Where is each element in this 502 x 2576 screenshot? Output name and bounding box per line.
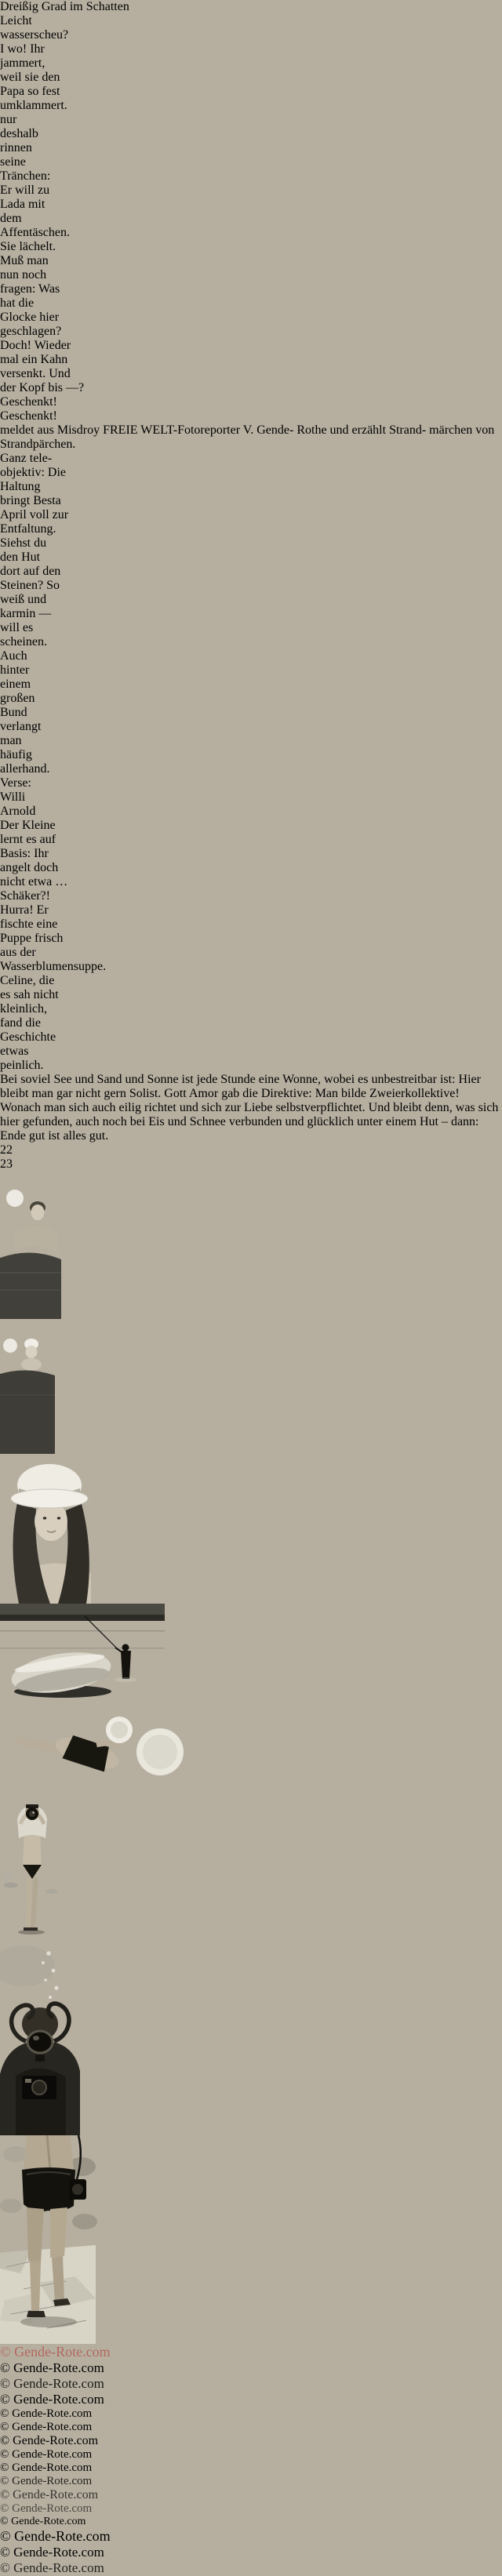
watermark: © Gende-Rote.com xyxy=(0,2560,104,2575)
watermark: © Gende-Rote.com xyxy=(0,2421,93,2433)
watermark: © Gende-Rote.com xyxy=(0,2462,93,2474)
caption-tele-photographer: Ganz tele-objektiv: Die Haltung bringt Besta April voll zur Entfaltung. xyxy=(0,452,69,536)
watermark: © Gende-Rote.com xyxy=(0,2502,93,2515)
photo-walker-with-camera xyxy=(0,2135,96,2344)
photo-woman-with-ball xyxy=(0,1172,61,1319)
photo-credit: Verse: Willi Arnold xyxy=(0,776,36,818)
watermark: © Gende-Rote.com xyxy=(0,2376,104,2391)
photo-diver-art xyxy=(0,1942,80,2135)
watermark: © Gende-Rote.com xyxy=(0,2545,104,2560)
caption-woman-ball: Leicht wasserscheu? I wo! Ihr jammert, weil sie den Papa so fest umklammert. xyxy=(0,14,69,112)
watermark: © Gende-Rote.com xyxy=(0,2448,93,2461)
photo-walker-art xyxy=(0,2135,96,2344)
watermark: © Gende-Rote.com xyxy=(0,2434,99,2447)
caption-beach-story: Celine, die es sah nicht kleinlich, fand die Geschichte etwas peinlich. xyxy=(0,974,59,1072)
photo-boy-in-water-art xyxy=(0,1319,55,1454)
watermark: © Gende-Rote.com xyxy=(0,2407,93,2420)
photo-woman-with-ball-art xyxy=(0,1172,61,1319)
page-number-left: 22 xyxy=(0,1143,13,1157)
photo-girl-with-hat xyxy=(0,1454,112,1604)
caption-boy-water: nur deshalb rinnen seine Tränchen: Er will zu Lada mit dem Affentäschen. xyxy=(0,113,70,239)
caption-big-friend: Auch hinter einem großen Bund verlangt man häufig allerhand. xyxy=(0,649,50,776)
caption-sunk-boat: Doch! Wieder mal ein Kahn versenkt. Und der Kopf bis —? Geschenkt! Geschenkt! xyxy=(0,339,85,423)
page-title: Dreißig Grad im Schatten xyxy=(0,0,129,13)
watermark: © Gende-Rote.com xyxy=(0,2344,111,2360)
intro-paragraph: meldet aus Misdroy FREIE WELT-Fotoreporter V. Gende- Rothe und erzählt Strand- märchen von Strandpärchen. xyxy=(0,423,495,451)
photo-girl-with-hat-art xyxy=(0,1454,112,1604)
caption-little-angler: Der Kleine lernt es auf Basis: Ihr angelt doch nicht etwa … Schäker?! xyxy=(0,819,68,903)
page-number-badge: 23 xyxy=(0,1157,13,1171)
photo-woman-with-camera xyxy=(0,1793,64,1942)
photo-diver-with-camera xyxy=(0,1942,80,2135)
caption-hat-on-stones: Siehst du den Hut dort auf den Steinen? So weiß und karmin — will es scheinen. xyxy=(0,536,61,649)
watermark: © Gende-Rote.com xyxy=(0,2516,86,2527)
diving-mask xyxy=(27,2031,53,2053)
angler-figure xyxy=(121,1651,131,1679)
white-ball xyxy=(6,1190,24,1207)
photo-sunbather-on-pebbles xyxy=(0,1706,169,1793)
watermark: © Gende-Rote.com xyxy=(0,2475,93,2487)
caption-girl-smile: Sie lächelt. Muß man nun noch fragen: Was hat die Glocke hier geschlagen? xyxy=(0,240,62,338)
white-ball xyxy=(3,1339,17,1353)
sunbather-figure xyxy=(13,1714,123,1776)
watermark: © Gende-Rote.com xyxy=(0,2488,99,2502)
watermark: © Gende-Rote.com xyxy=(0,2392,104,2407)
photo-boy-in-water xyxy=(0,1319,55,1454)
watermark: © Gende-Rote.com xyxy=(0,2528,111,2544)
bikini-bottom xyxy=(23,1865,42,1879)
caption-doll-catch: Hurra! Er fischte eine Puppe frisch aus der Wasserblumensuppe. xyxy=(0,903,107,973)
photo-boat-and-angler-art xyxy=(0,1604,165,1706)
watermark: © Gende-Rote.com xyxy=(0,2360,104,2375)
photo-sunbather-art xyxy=(0,1706,169,1793)
photo-woman-with-camera-art xyxy=(0,1793,64,1942)
poem-text: Bei soviel See und Sand und Sonne ist jede Stunde eine Wonne, wobei es unbestreitbar ist: Hier bleibt man gar nicht gern Solist. Gott Amor gab die Direktive: Man bilde Zweierkollektive! Wonach man sich auch eilig richtet und sich zur Liebe selbstverpflichtet. Und bleibt denn, was sich hier gefunden, auch noch bei Eis und Schnee verbunden und glücklich unter einem Hut – dann: Ende gut ist alles gut. xyxy=(0,1073,499,1143)
photo-boat-and-angler xyxy=(0,1604,165,1706)
